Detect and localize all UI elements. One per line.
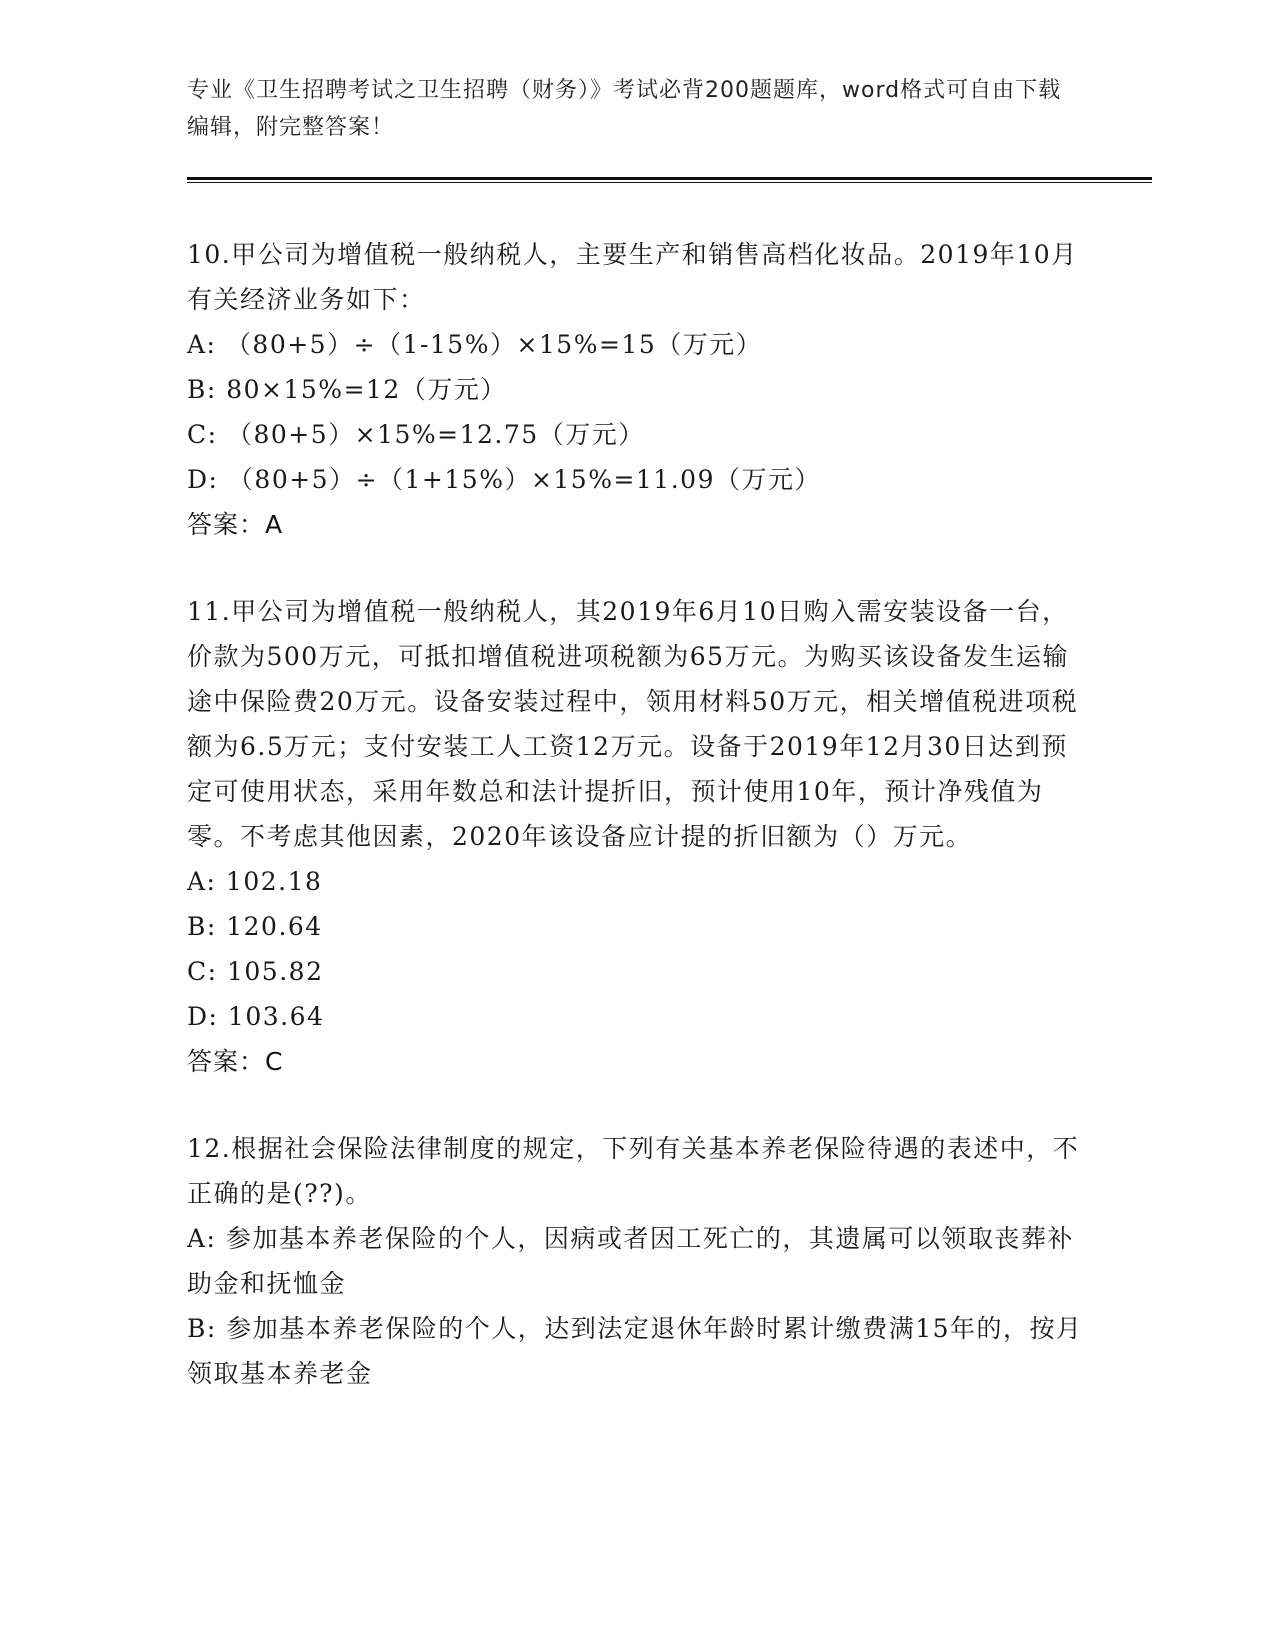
option-b: B: 参加基本养老保险的个人，达到法定退休年龄时累计缴费满15年的，按月领取基本养老金 [187, 1314, 1083, 1388]
answer-label: 答案：A [187, 510, 284, 539]
option-d: D: （80+5）÷（1+15%）×15%=11.09（万元） [187, 465, 821, 494]
header-divider-thin [187, 182, 1152, 183]
question-list [187, 232, 1087, 1438]
document-header: 专业《卫生招聘考试之卫生招聘（财务）》考试必背200题题库，word格式可自由下载编辑，附完整答案！ [187, 78, 1062, 140]
option-a: A: 102.18 [187, 867, 323, 896]
option-d: D: 103.64 [187, 1002, 325, 1031]
option-b: B: 80×15%=12（万元） [187, 375, 507, 404]
question-11 [187, 589, 1087, 1084]
question-stem: 10.甲公司为增值税一般纳税人，主要生产和销售高档化妆品。2019年10月有关经济业务如下： [187, 240, 1078, 314]
question-stem: 11.甲公司为增值税一般纳税人，其2019年6月10日购入需安装设备一台，价款为500万元，可抵扣增值税进项税额为65万元。为购买该设备发生运输途中保险费20万元。设备安装过程中，领用材料50万元，相关增值税进项税额为6.5万元；支付安装工人工资12万元。设备于2019年12月30日达到预定可使用状态，采用年数总和法计提折旧，预计使用10年，预计净残值为零。不考虑其他因素，2020年该设备应计提的折旧额为（）万元。 [187, 597, 1079, 851]
header-divider-thick [187, 177, 1152, 180]
option-a: A: （80+5）÷（1-15%）×15%=15（万元） [187, 330, 763, 359]
option-b: B: 120.64 [187, 912, 323, 941]
question-stem: 12.根据社会保险法律制度的规定，下列有关基本养老保险待遇的表述中，不正确的是(??)。 [187, 1134, 1080, 1208]
option-c: C: （80+5）×15%=12.75（万元） [187, 420, 645, 449]
question-12 [187, 1126, 1087, 1396]
option-c: C: 105.82 [187, 957, 324, 986]
answer-label: 答案：C [187, 1047, 284, 1076]
option-a: A: 参加基本养老保险的个人，因病或者因工死亡的，其遗属可以领取丧葬补助金和抚恤金 [187, 1224, 1074, 1298]
question-10 [187, 232, 1087, 547]
